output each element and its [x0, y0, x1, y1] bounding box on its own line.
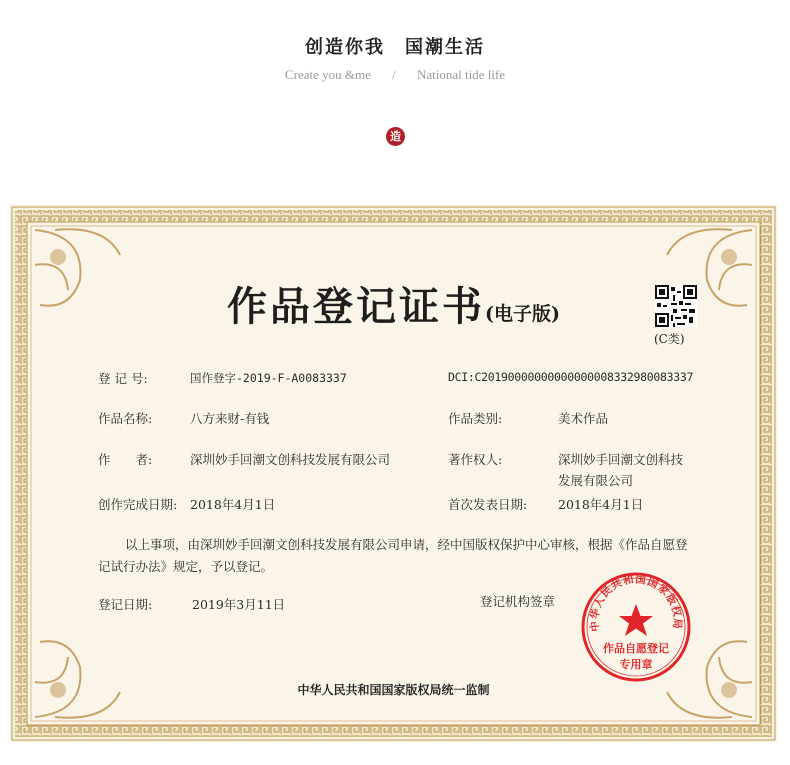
stamp-line1: 作品自愿登记 — [603, 642, 669, 655]
subtitle-right: National tide life — [416, 67, 506, 82]
title-main: 作品登记证书 — [227, 283, 485, 330]
certificate — [10, 205, 777, 742]
header-subtitle — [0, 67, 790, 83]
work-type-label: 作品类别: — [448, 411, 503, 426]
stamp-ring-text: 中华人民共和国国家版权局 — [588, 573, 684, 633]
stamp-line2: 专用章 — [619, 658, 653, 671]
reg-no-value: 国作登字-2019-F-A0083337 — [190, 371, 347, 385]
published-date-label: 首次发表日期: — [448, 497, 528, 512]
work-name-label: 作品名称: — [98, 411, 153, 426]
dci-value: DCI:C20190000000000000008332980083337 — [448, 370, 694, 384]
issuer-footer: 中华人民共和国国家版权局统一监制 — [297, 683, 490, 697]
subtitle-separator: / — [392, 67, 396, 82]
author-label: 作 者: — [98, 452, 153, 467]
copyright-value-line1: 深圳妙手回潮文创科技 — [558, 452, 684, 467]
work-type-value: 美术作品 — [558, 411, 609, 426]
official-stamp-icon — [580, 571, 692, 683]
copyright-value-line2: 发展有限公司 — [558, 473, 634, 488]
header-title: 创造你我 国潮生活 — [305, 37, 485, 58]
qr-label: (C类) — [654, 332, 685, 346]
subtitle-left: Create you &me — [284, 67, 371, 82]
reg-date-label: 登记日期: — [98, 597, 153, 612]
reg-no-label: 登 记 号: — [98, 371, 148, 386]
published-date-value: 2018年4月1日 — [558, 497, 644, 512]
work-name-value: 八方来财-有钱 — [190, 411, 270, 426]
registration-statement: 以上事项，由深圳妙手回潮文创科技发展有限公司申请，经中国版权保护中心审核，根据《作品自愿登记试行办法》规定，予以登记。 — [98, 537, 688, 574]
copyright-label: 著作权人: — [448, 452, 503, 467]
title-suffix: (电子版) — [485, 303, 560, 325]
created-date-label: 创作完成日期: — [98, 497, 178, 512]
created-date-value: 2018年4月1日 — [190, 497, 276, 512]
author-value: 深圳妙手回潮文创科技发展有限公司 — [190, 452, 391, 467]
qr-code-icon — [655, 285, 697, 327]
zao-seal-icon: 造 — [386, 127, 405, 146]
authority-signature-label: 登记机构签章 — [480, 594, 556, 609]
reg-date-value: 2019年3月11日 — [192, 597, 286, 612]
